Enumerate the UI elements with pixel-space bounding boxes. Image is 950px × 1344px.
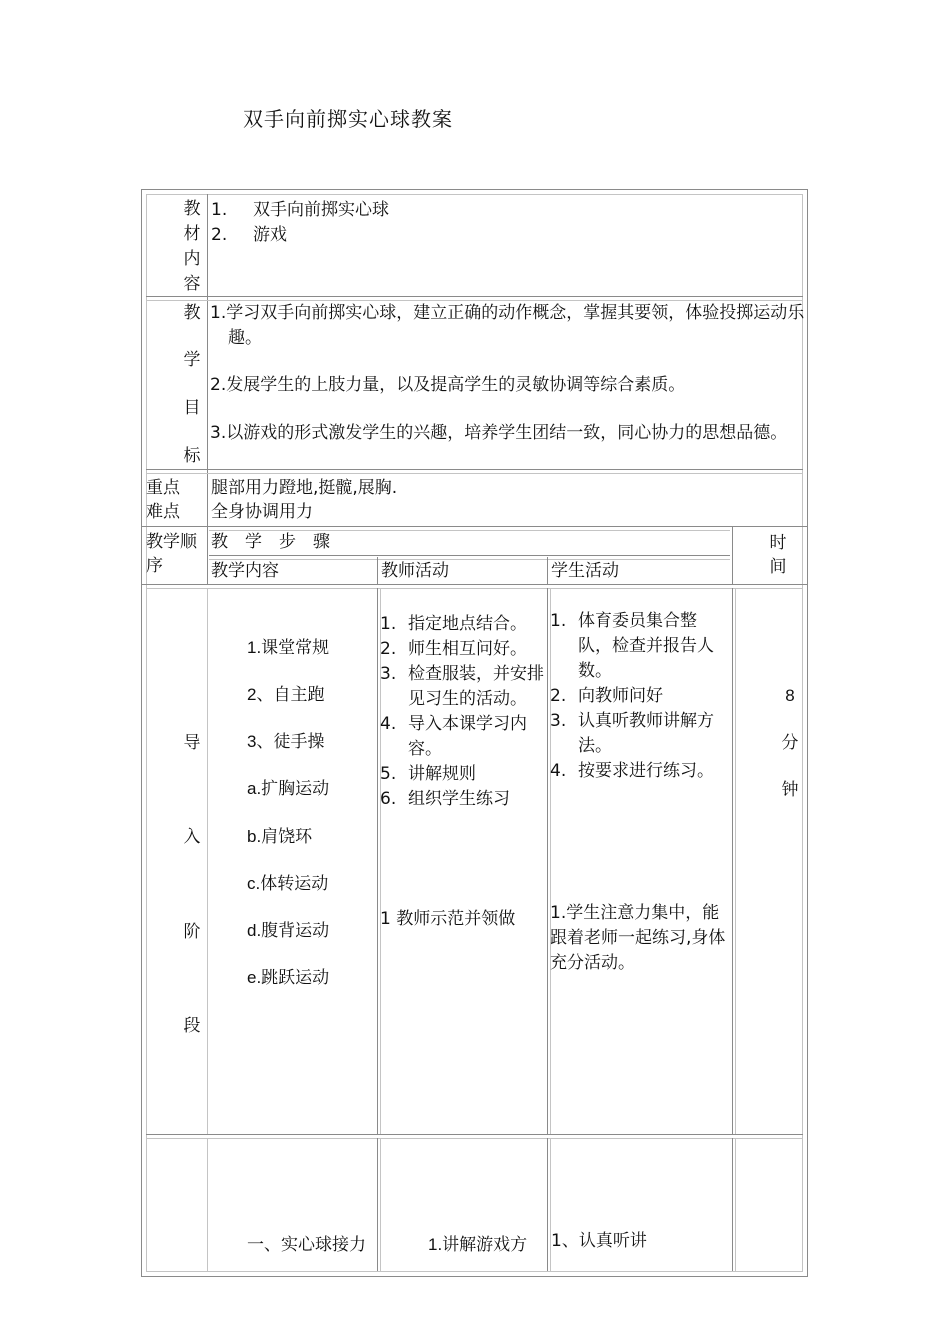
content-item: e.跳跃运动 <box>247 968 330 987</box>
goal-item: 1.学习双手向前掷实心球，建立正确的动作概念，掌握其要领，体验投掷运动乐趣。 <box>210 303 805 348</box>
list-item: 3. 检查服装，并安排见习生的活动。 <box>380 664 544 709</box>
content-item: 3、徒手操 <box>247 732 325 751</box>
content-item: 1.课堂常规 <box>247 638 330 657</box>
difficulty-text: 全身协调用力 <box>211 502 313 522</box>
goal-item: 3.以游戏的形式激发学生的兴趣，培养学生团结一致，同心协力的思想品德。 <box>210 423 788 443</box>
student-note: 1.学生注意力集中，能跟着老师一起练习,身体充分活动。 <box>550 903 726 973</box>
content-item: 2、自主跑 <box>247 685 325 704</box>
teacher-note: 1 教师示范并领做 <box>380 909 516 929</box>
next-teacher: 1.讲解游戏方 <box>428 1235 528 1254</box>
list-item: 6. 组织学生练习 <box>380 789 510 809</box>
student-activity-list <box>550 609 730 784</box>
col-header-student: 学生活动 <box>551 561 619 581</box>
list-item: 2. 向教师问好 <box>550 686 663 706</box>
difficulty-label: 难点 <box>146 502 180 522</box>
list-item: 4. 导入本课学习内容。 <box>380 714 527 759</box>
goal-item: 2.发展学生的上肢力量，以及提高学生的灵敏协调等综合素质。 <box>210 375 686 395</box>
content-item: d.腹背运动 <box>247 921 330 940</box>
col-header-content: 教学内容 <box>211 561 279 581</box>
list-item: 3. 认真听教师讲解方法。 <box>550 711 714 756</box>
page-title: 双手向前掷实心球教案 <box>243 107 453 131</box>
content-item: c.体转运动 <box>247 874 329 893</box>
time-label: 时 <box>769 533 787 553</box>
list-item: 4. 按要求进行练习。 <box>550 761 714 781</box>
list-item: 1. 体育委员集合整队，检查并报告人数。 <box>550 611 714 681</box>
key-point-label: 重点 <box>146 478 180 498</box>
key-point-text: 腿部用力蹬地,挺髋,展胸. <box>211 478 398 498</box>
material-item: 游戏 <box>253 225 287 245</box>
list-item: 5. 讲解规则 <box>380 764 476 784</box>
content-item: b.肩饶环 <box>247 827 313 846</box>
order-label: 教学顺序 <box>146 532 197 576</box>
content-item: a.扩胸运动 <box>247 779 330 798</box>
list-item: 2. 师生相互问好。 <box>380 639 527 659</box>
next-student: 1、认真听讲 <box>551 1231 647 1251</box>
steps-title: 教 学 步 骤 <box>211 532 330 552</box>
teacher-activity-list <box>380 612 545 812</box>
list-item: 1. 指定地点结合。 <box>380 614 527 634</box>
next-content: 一、实心球接力 <box>247 1235 366 1255</box>
col-header-teacher: 教师活动 <box>381 561 449 581</box>
material-item: 双手向前掷实心球 <box>253 200 389 220</box>
